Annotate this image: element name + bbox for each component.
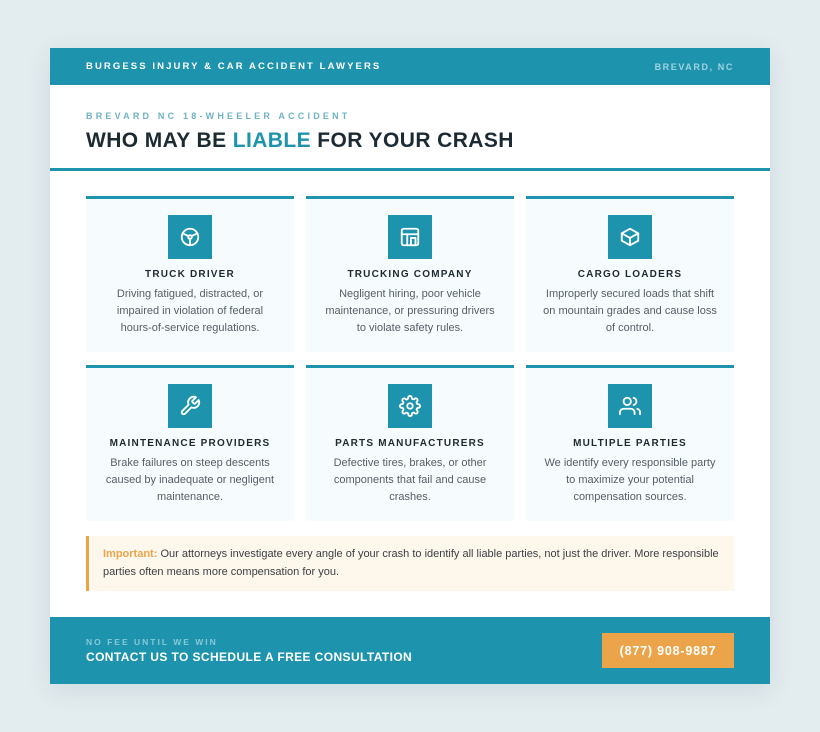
wrench-icon [168, 384, 212, 428]
party-card-cargo-loaders [526, 196, 734, 352]
party-title: MAINTENANCE PROVIDERS [109, 438, 271, 449]
liable-parties-grid [86, 196, 734, 521]
hero-section [50, 85, 770, 171]
liability-card [50, 48, 770, 684]
party-description: Defective tires, brakes, or other components that fail and cause crashes. [333, 457, 487, 503]
party-description: Negligent hiring, poor vehicle maintenance, or pressuring drivers to violate safety rules. [325, 288, 495, 334]
call-phone-button[interactable]: (877) 908-9887 [602, 633, 734, 668]
party-card-maintenance-providers [86, 365, 294, 521]
package-icon [608, 215, 652, 259]
party-card-trucking-company [306, 196, 514, 352]
firm-location: BREVARD, NC [654, 61, 734, 72]
party-card-truck-driver [86, 196, 294, 352]
party-title: CARGO LOADERS [577, 269, 683, 280]
party-title: MULTIPLE PARTIES [573, 438, 687, 449]
note-label: Important: [103, 548, 158, 560]
party-description: Driving fatigued, distracted, or impaired in violation of federal hours-of-service regulations. [116, 288, 264, 334]
footer-text-block [86, 637, 412, 664]
important-note [86, 536, 734, 591]
party-card-multiple-parties [526, 365, 734, 521]
footer-eyebrow: NO FEE UNTIL WE WIN [86, 637, 218, 647]
title-part-2: FOR YOUR CRASH [311, 129, 514, 152]
party-description: Brake failures on steep descents caused by inadequate or negligent maintenance. [105, 457, 275, 503]
top-bar [50, 48, 770, 85]
party-title: TRUCKING COMPANY [347, 269, 473, 280]
firm-name: BURGESS INJURY & CAR ACCIDENT LAWYERS [86, 61, 382, 72]
party-title: TRUCK DRIVER [145, 269, 235, 280]
steering-wheel-icon [168, 215, 212, 259]
footer-cta-bar [50, 617, 770, 684]
party-card-parts-manufacturers [306, 365, 514, 521]
footer-cta-text: CONTACT US TO SCHEDULE A FREE CONSULTATION [86, 650, 413, 664]
hero-eyebrow: BREVARD NC 18-WHEELER ACCIDENT [86, 111, 351, 121]
gear-icon [388, 384, 432, 428]
building-icon [388, 215, 432, 259]
title-accent: LIABLE [232, 129, 311, 152]
note-text: Our attorneys investigate every angle of your crash to identify all liable parties, not just the driver. More responsible parties often means more compensation for you. [103, 548, 719, 578]
party-title: PARTS MANUFACTURERS [335, 438, 485, 449]
party-description: We identify every responsible party to maximize your potential compensation sources. [544, 457, 716, 503]
page-title [86, 129, 734, 153]
users-icon [608, 384, 652, 428]
party-description: Improperly secured loads that shift on mountain grades and cause loss of control. [543, 288, 717, 334]
title-part-1: WHO MAY BE [86, 129, 233, 152]
